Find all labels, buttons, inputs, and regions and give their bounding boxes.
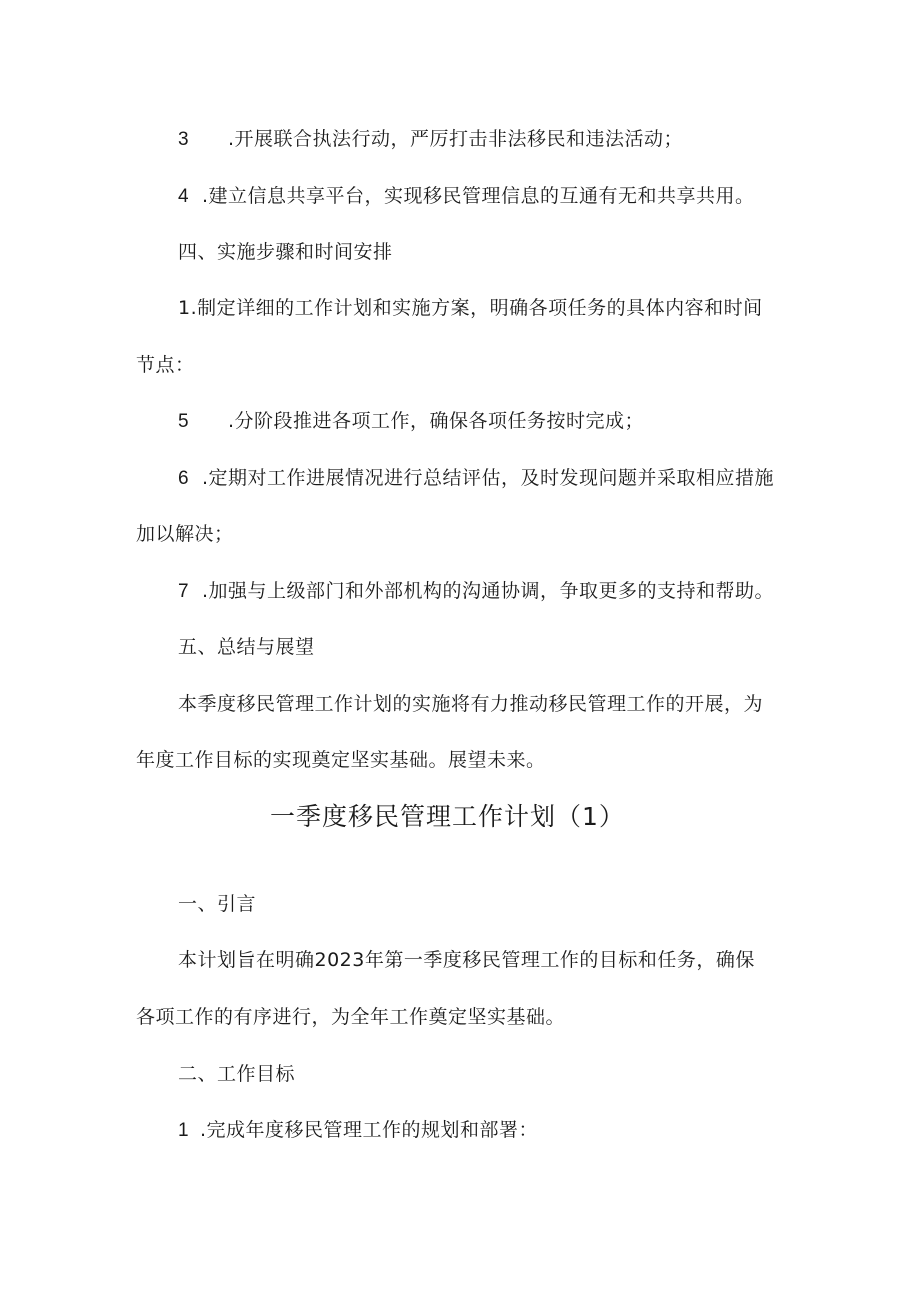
- list-item-4: [178, 184, 755, 209]
- list-item-5: [178, 409, 644, 434]
- summary-line-2: 年度工作目标的实现奠定坚实基础。展望未来。: [136, 749, 546, 771]
- list-item-6: [178, 466, 774, 491]
- step-1-line-1: 1.制定详细的工作计划和实施方案，明确各项任务的具体内容和时间: [178, 297, 763, 319]
- list-number: 1: [178, 1120, 190, 1141]
- list-text: .开展联合执法行动，严厉打击非法移民和违法活动；: [228, 128, 684, 150]
- list-number: 6: [178, 468, 190, 489]
- list-text: .加强与上级部门和外部机构的沟通协调，争取更多的支持和帮助。: [202, 580, 775, 602]
- summary-line-1: 本季度移民管理工作计划的实施将有力推动移民管理工作的开展，为: [178, 693, 764, 715]
- list-text: .完成年度移民管理工作的规划和部署：: [200, 1119, 539, 1141]
- list-text: .分阶段推进各项工作，确保各项任务按时完成；: [228, 410, 645, 432]
- list-item-7: [178, 579, 774, 604]
- list-number: 5: [178, 411, 190, 432]
- list-number: 3: [178, 129, 190, 150]
- list-text: .建立信息共享平台，实现移民管理信息的互通有无和共享共用。: [202, 185, 755, 207]
- list-item-6-continued: 加以解决；: [136, 523, 234, 545]
- intro-line-1: 本计划旨在明确2023年第一季度移民管理工作的目标和任务，确保: [178, 949, 755, 971]
- section-heading-5: 五、总结与展望: [178, 636, 315, 658]
- list-number: 7: [178, 581, 190, 602]
- section-heading-4: 四、实施步骤和时间安排: [178, 241, 393, 263]
- intro-line-2: 各项工作的有序进行，为全年工作奠定坚实基础。: [136, 1006, 566, 1028]
- section-heading-2: 二、工作目标: [178, 1063, 296, 1085]
- document-title: 一季度移民管理工作计划（1）: [270, 802, 625, 831]
- goal-item-1: [178, 1118, 538, 1143]
- section-heading-1: 一、引言: [178, 893, 257, 915]
- list-text: .定期对工作进展情况进行总结评估，及时发现问题并采取相应措施: [202, 467, 775, 489]
- list-item-3: [178, 127, 683, 152]
- step-1-line-2: 节点：: [136, 354, 195, 376]
- list-number: 4: [178, 186, 190, 207]
